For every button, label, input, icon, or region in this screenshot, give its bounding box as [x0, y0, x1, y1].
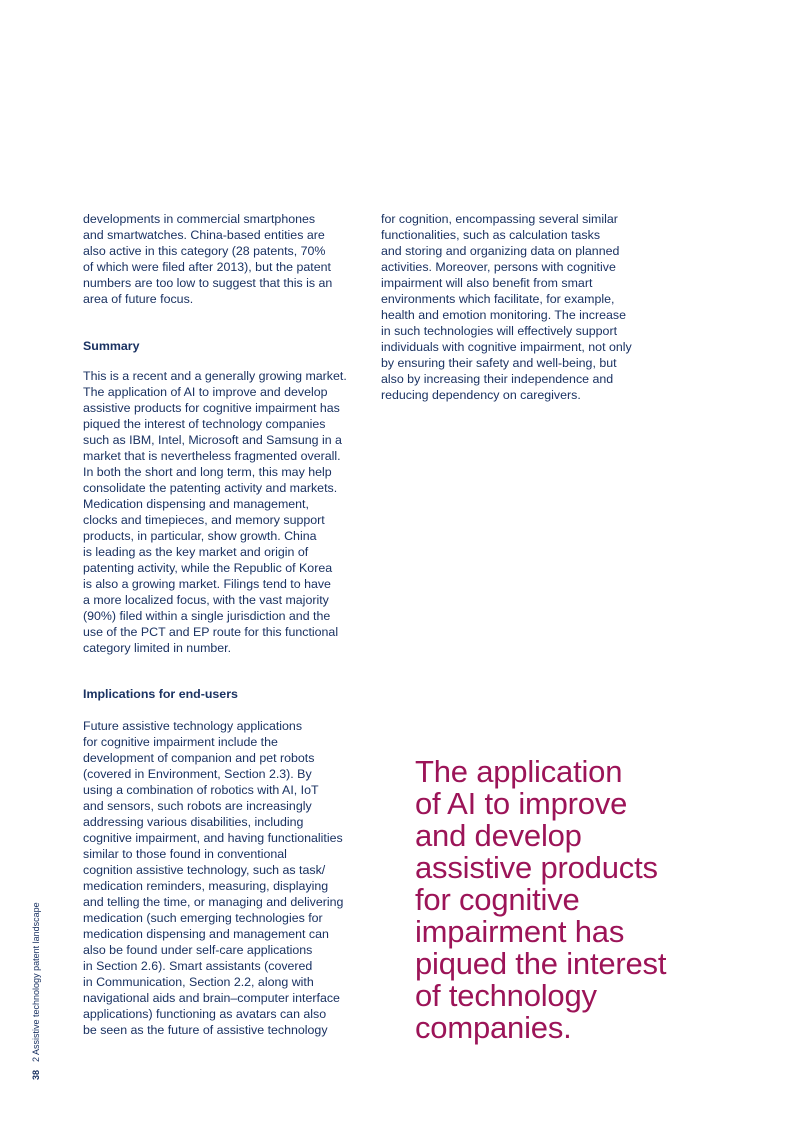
implications-paragraph: Future assistive technology applications for cognitive impairment include the development of companion and pet robots (covered in Environment, Section 2.3). By using a combination of robotics with AI, IoT and sensors, such robots are increasingly addressing various disabilities, including cognitive impairment, and having functionalities similar to those found in conventional cognition assistive technology, such as task/ medication reminders, measuring, displaying and telling the time, or managing and delivering medication (such emerging technologies for medication dispensing and management can also be found under self-care applications in Section 2.6). Smart assistants (covered in Communication, Section 2.2, along with navigational aids and brain–computer interface applications) functioning as avatars can also be seen as the future of assistive technology [83, 719, 344, 1037]
left-column [83, 211, 373, 1038]
summary-heading: Summary [83, 339, 140, 353]
implications-heading: Implications for end-users [83, 687, 238, 701]
page-number: 38 [31, 1069, 41, 1080]
section-label: 2 Assistive technology patent landscape [31, 902, 41, 1062]
summary-paragraph: This is a recent and a generally growing market. The application of AI to improve and develop assistive products for cognitive impairment has piqued the interest of technology companies such as IBM, Intel, Microsoft and Samsung in a market that is nevertheless fragmented overall. In both the short and long term, this may help consolidate the patenting activity and markets. Medication dispensing and management, clocks and timepieces, and memory support products, in particular, show growth. China is leading as the key market and origin of patenting activity, while the Republic of Korea is also a growing market. Filings tend to have a more localized focus, with the vast majority (90%) filed within a single jurisdiction and the use of the PCT and EP route for this functional category limited in number. [83, 369, 347, 655]
page-footer [30, 870, 42, 1080]
right-column [381, 211, 671, 403]
continuation-paragraph: for cognition, encompassing several similar functionalities, such as calculation tasks and storing and organizing data on planned activities. Moreover, persons with cognitive impairment will also benefit from smart environments which facilitate, for example, health and emotion monitoring. The increase in such technologies will effectively support individuals with cognitive impairment, not only by ensuring their safety and well-being, but also by increasing their independence and reducing dependency on caregivers. [381, 212, 632, 402]
intro-paragraph: developments in commercial smartphones and smartwatches. China-based entities are also active in this category (28 patents, 70% of which were filed after 2013), but the patent numbers are too low to suggest that this is an area of future focus. [83, 212, 333, 306]
pull-quote: The application of AI to improve and develop assistive products for cognitive impairment has piqued the interest of technology companies. [415, 754, 667, 1045]
